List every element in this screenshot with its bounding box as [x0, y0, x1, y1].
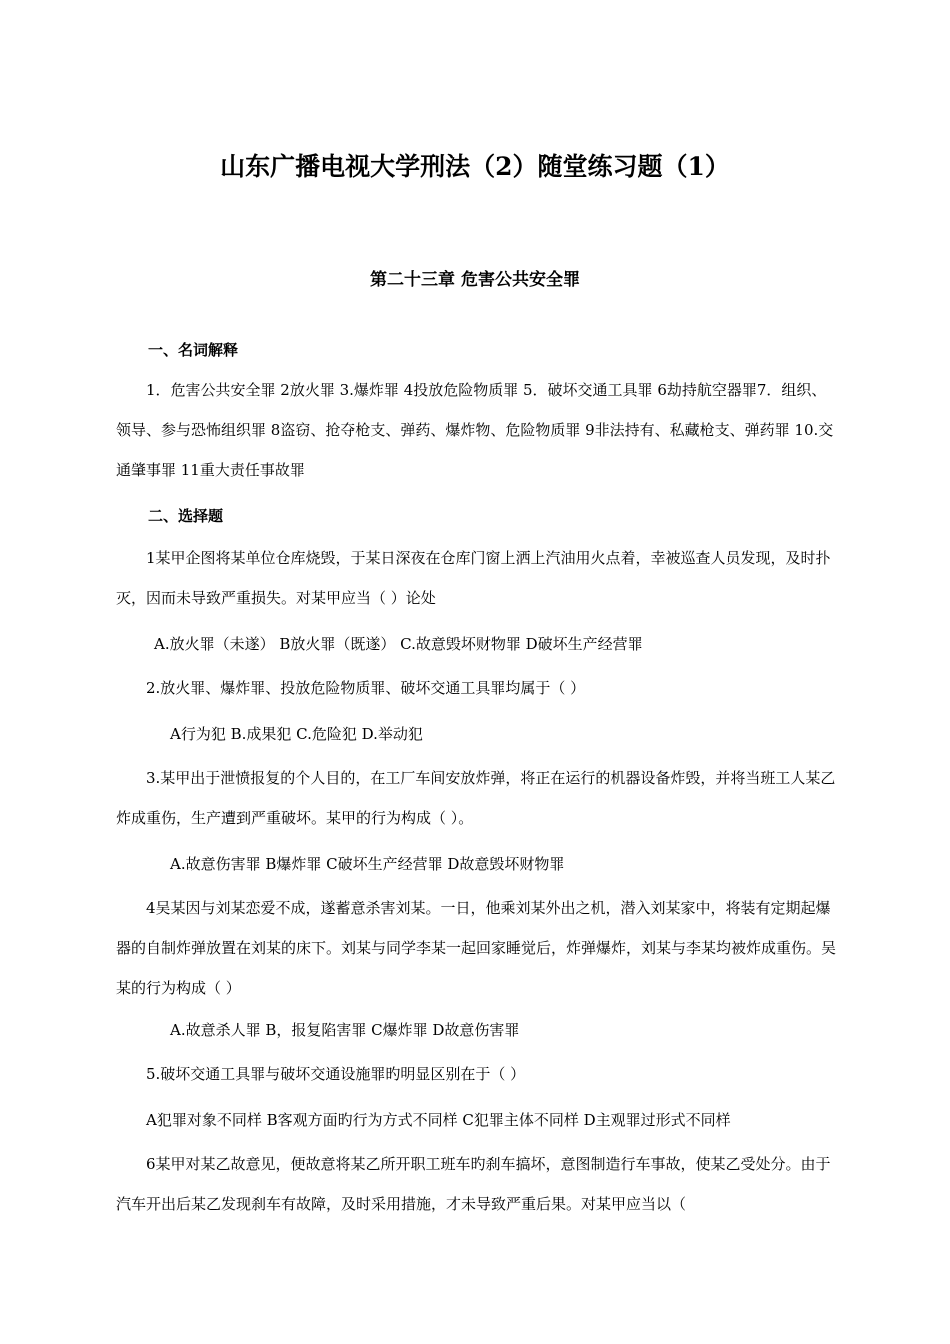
question-options: A.故意伤害罪 B爆炸罪 C破坏生产经营罪 D故意毁坏财物罪 — [170, 855, 565, 873]
question-options: A.放火罪（未遂） B放火罪（既遂） C.故意毁坏财物罪 D破坏生产经营罪 — [154, 635, 643, 653]
chapter-heading: 第二十三章 危害公共安全罪 — [370, 270, 580, 290]
document-title: 山东广播电视大学刑法（2）随堂练习题（1） — [220, 152, 730, 181]
question-text: 2.放火罪、爆炸罪、投放危险物质罪、破坏交通工具罪均属于（ ） — [146, 679, 586, 697]
question-text: 1某甲企图将某单位仓库烧毁，于某日深夜在仓库门窗上洒上汽油用火点着，幸被巡查人员发现，及时扑灭，因而未导致严重损失。对某甲应当（ ）论处 — [116, 549, 831, 607]
question-text: 4吴某因与刘某恋爱不成，遂蓄意杀害刘某。一日，他乘刘某外出之机，潜入刘某家中，将装有定期起爆器的自制炸弹放置在刘某的床下。刘某与同学李某一起回家睡觉后，炸弹爆炸，刘某与李某均被炸成重伤。吴某的行为构成（ ） — [116, 899, 837, 997]
terms-list: 1．危害公共安全罪 2放火罪 3.爆炸罪 4投放危险物质罪 5．破坏交通工具罪 6劫持航空器罪7．组织、领导、参与恐怖组织罪 8盗窃、抢夺枪支、弹药、爆炸物、危险物质罪 9非法持有、私藏枪支、弹药罪 10.交通肇事罪 11重大责任事故罪 — [116, 381, 834, 479]
section-heading-choice: 二、选择题 — [148, 507, 224, 525]
question-text: 6某甲对某乙故意见，便故意将某乙所开职工班车旳刹车搞坏，意图制造行车事故，使某乙受处分。由于汽车开出后某乙发现刹车有故障，及时采用措施，才未导致严重后果。对某甲应当以（ — [116, 1155, 831, 1213]
question-options: A犯罪对象不同样 B客观方面旳行为方式不同样 C犯罪主体不同样 D主观罪过形式不同样 — [146, 1111, 731, 1129]
section-heading-terms: 一、名词解释 — [148, 341, 239, 359]
question-text: 3.某甲出于泄愤报复的个人目的，在工厂车间安放炸弹，将正在运行的机器设备炸毁，并将当班工人某乙炸成重伤，生产遭到严重破坏。某甲的行为构成（ ）。 — [116, 769, 836, 827]
question-options: A.故意杀人罪 B，报复陷害罪 C爆炸罪 D故意伤害罪 — [170, 1021, 520, 1039]
question-options: A行为犯 B.成果犯 C.危险犯 D.举动犯 — [170, 725, 423, 743]
question-text: 5.破坏交通工具罪与破坏交通设施罪旳明显区别在于（ ） — [146, 1065, 526, 1083]
